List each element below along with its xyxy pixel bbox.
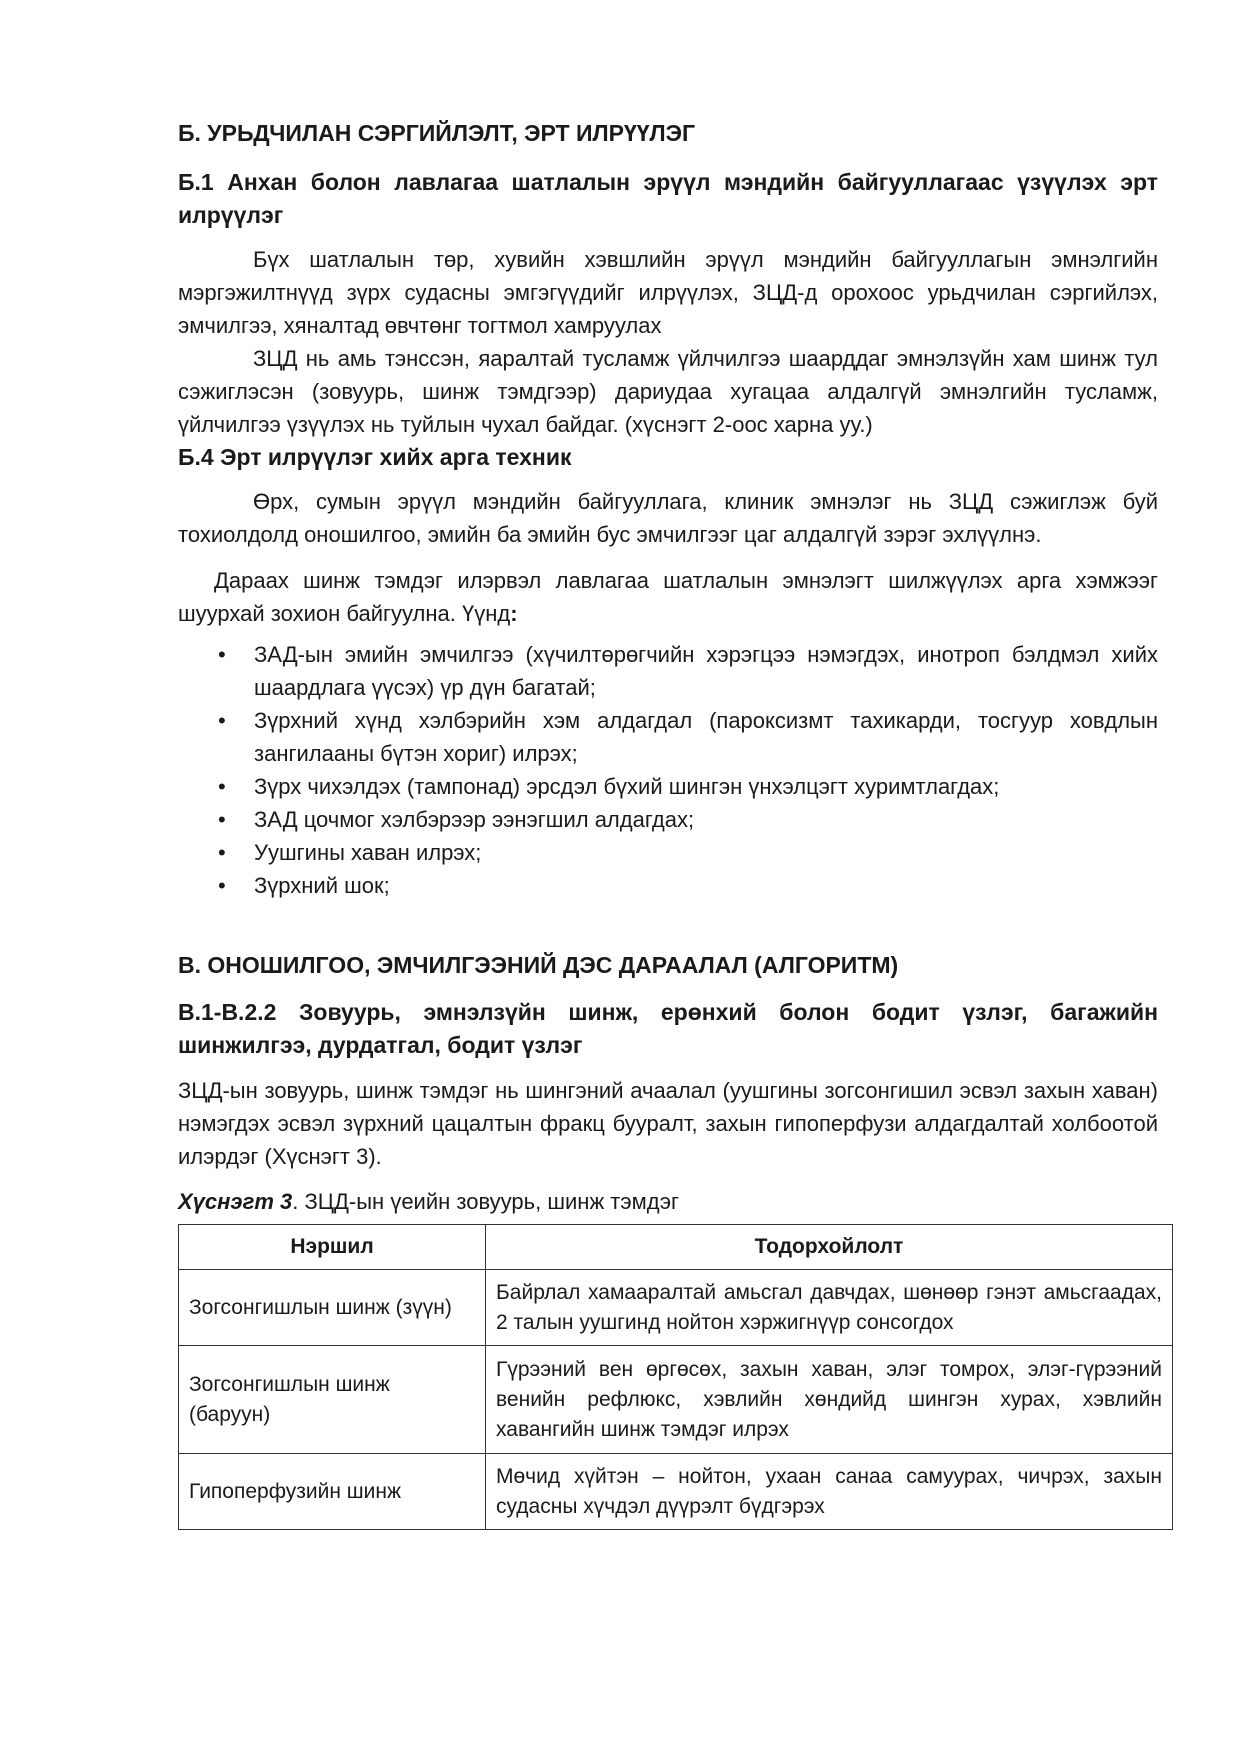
paragraph: ЗЦД-ын зовуурь, шинж тэмдэг нь шингэний ачаалал (уушгины зогсонгишил эсвэл захын хаван) нэмэгдэх эсвэл зүрхний цацалтын фракц бууралт, захын гипоперфузи алдагдалтай холбоотой илэрдэг (Хүснэгт 3). — [178, 1078, 1158, 1169]
symptoms-table — [178, 1224, 1173, 1530]
subsection-b4-heading: Б.4 Эрт илрүүлэг хийх арга техник — [178, 444, 572, 470]
referral-criteria-list — [178, 638, 1158, 902]
section-b-heading: Б. УРЬДЧИЛАН СЭРГИЙЛЭЛТ, ЭРТ ИЛРҮҮЛЭГ — [178, 120, 696, 146]
table-row — [179, 1270, 1173, 1346]
subsection-v1-heading: В.1-В.2.2 Зовуурь, эмнэлзүйн шинж, ерөнхий болон бодит үзлэг, багажийн шинжилгээ, дурдатгал, бодит үзлэг — [178, 999, 1158, 1058]
subsection-b1-heading: Б.1 Анхан болон лавлагаа шатлалын эрүүл мэндийн байгууллагаас үзүүлэх эрт илрүүлэг — [178, 169, 1158, 228]
table-cell-name: Зогсонгишлын шинж (зүүн) — [179, 1270, 486, 1346]
section-v-heading: В. ОНОШИЛГОО, ЭМЧИЛГЭЭНИЙ ДЭС ДАРААЛАЛ (АЛГОРИТМ) — [178, 952, 899, 978]
paragraph — [178, 564, 1158, 630]
list-item: • ЗАД цочмог хэлбэрээр ээнэгшил алдагдах; — [178, 803, 1158, 836]
table-cell-description: Гүрээний вен өргөсөх, захын хаван, элэг томрох, элэг-гүрээний венийн рефлюкс, хэвлийн хөндийд шингэн хурах, хэвлийн хавангийн шинж тэмдэг илрэх — [486, 1346, 1173, 1454]
table-cell-name: Зогсонгишлын шинж (баруун) — [179, 1346, 486, 1454]
table-cell-description: Мөчид хүйтэн – нойтон, ухаан санаа самуурах, чичрэх, захын судасны хүчдэл дүүрэлт бүдгэрэх — [486, 1454, 1173, 1530]
list-item: • ЗАД-ын эмийн эмчилгээ (хүчилтөрөгчийн хэрэгцээ нэмэгдэх, инотроп бэлдмэл хийх шаардлага үүсэх) үр дүн багатай; — [178, 638, 1158, 704]
list-item: • Зүрх чихэлдэх (тампонад) эрсдэл бүхий шингэн үнхэлцэгт хуримтлагдах; — [178, 770, 1158, 803]
list-item: • Зүрхний хүнд хэлбэрийн хэм алдагдал (пароксизмт тахикарди, тосгуур ховдлын зангилааны бүтэн хориг) илрэх; — [178, 704, 1158, 770]
paragraph: ЗЦД нь амь тэнссэн, яаралтай тусламж үйлчилгээ шаарддаг эмнэлзүйн хам шинж тул сэжиглэсэн (зовуурь, шинж тэмдгээр) дариудаа хугацаа алдалгүй эмнэлгийн тусламж, үйлчилгээ үзүүлэх нь туйлын чухал байдаг. (хүснэгт 2-оос харна уу.) — [178, 346, 1158, 437]
list-item: • Уушгины хаван илрэх; — [178, 836, 1158, 869]
paragraph-text: Дараах шинж тэмдэг илэрвэл лавлагаа шатлалын эмнэлэгт шилжүүлэх арга хэмжээг шуурхай зохион байгуулна. Үүнд — [178, 568, 1158, 626]
table-caption — [178, 1185, 1158, 1218]
table-caption-text: . ЗЦД-ын үеийн зовуурь, шинж тэмдэг — [292, 1189, 680, 1214]
paragraph: Бүх шатлалын төр, хувийн хэвшлийн эрүүл мэндийн байгууллагын эмнэлгийн мэргэжилтнүүд зүрх судасны эмгэгүүдийг илрүүлэх, ЗЦД-д орохоос урьдчилан сэргийлэх, эмчилгээ, хяналтад өвчтөнг тогтмол хамруулах — [178, 247, 1158, 338]
table-caption-label: Хүснэгт 3 — [178, 1189, 293, 1214]
paragraph-colon: : — [510, 601, 518, 626]
table-cell-description: Байрлал хамааралтай амьсгал давчдах, шөнөөр гэнэт амьсгаадах, 2 талын уушгинд нойтон хэржигнүүр сонсогдох — [486, 1270, 1173, 1346]
paragraph: Өрх, сумын эрүүл мэндийн байгууллага, клиник эмнэлэг нь ЗЦД сэжиглэж буй тохиолдолд оношилгоо, эмийн ба эмийн бус эмчилгээг цаг алдалгүй зэрэг эхлүүлнэ. — [178, 489, 1158, 547]
document-page — [178, 118, 1162, 1530]
table-header-row — [179, 1225, 1173, 1270]
column-header-name: Нэршил — [179, 1225, 486, 1270]
table-cell-name: Гипоперфузийн шинж — [179, 1454, 486, 1530]
table-row — [179, 1346, 1173, 1454]
table-row — [179, 1454, 1173, 1530]
column-header-description: Тодорхойлолт — [486, 1225, 1173, 1270]
list-item: • Зүрхний шок; — [178, 869, 1158, 902]
